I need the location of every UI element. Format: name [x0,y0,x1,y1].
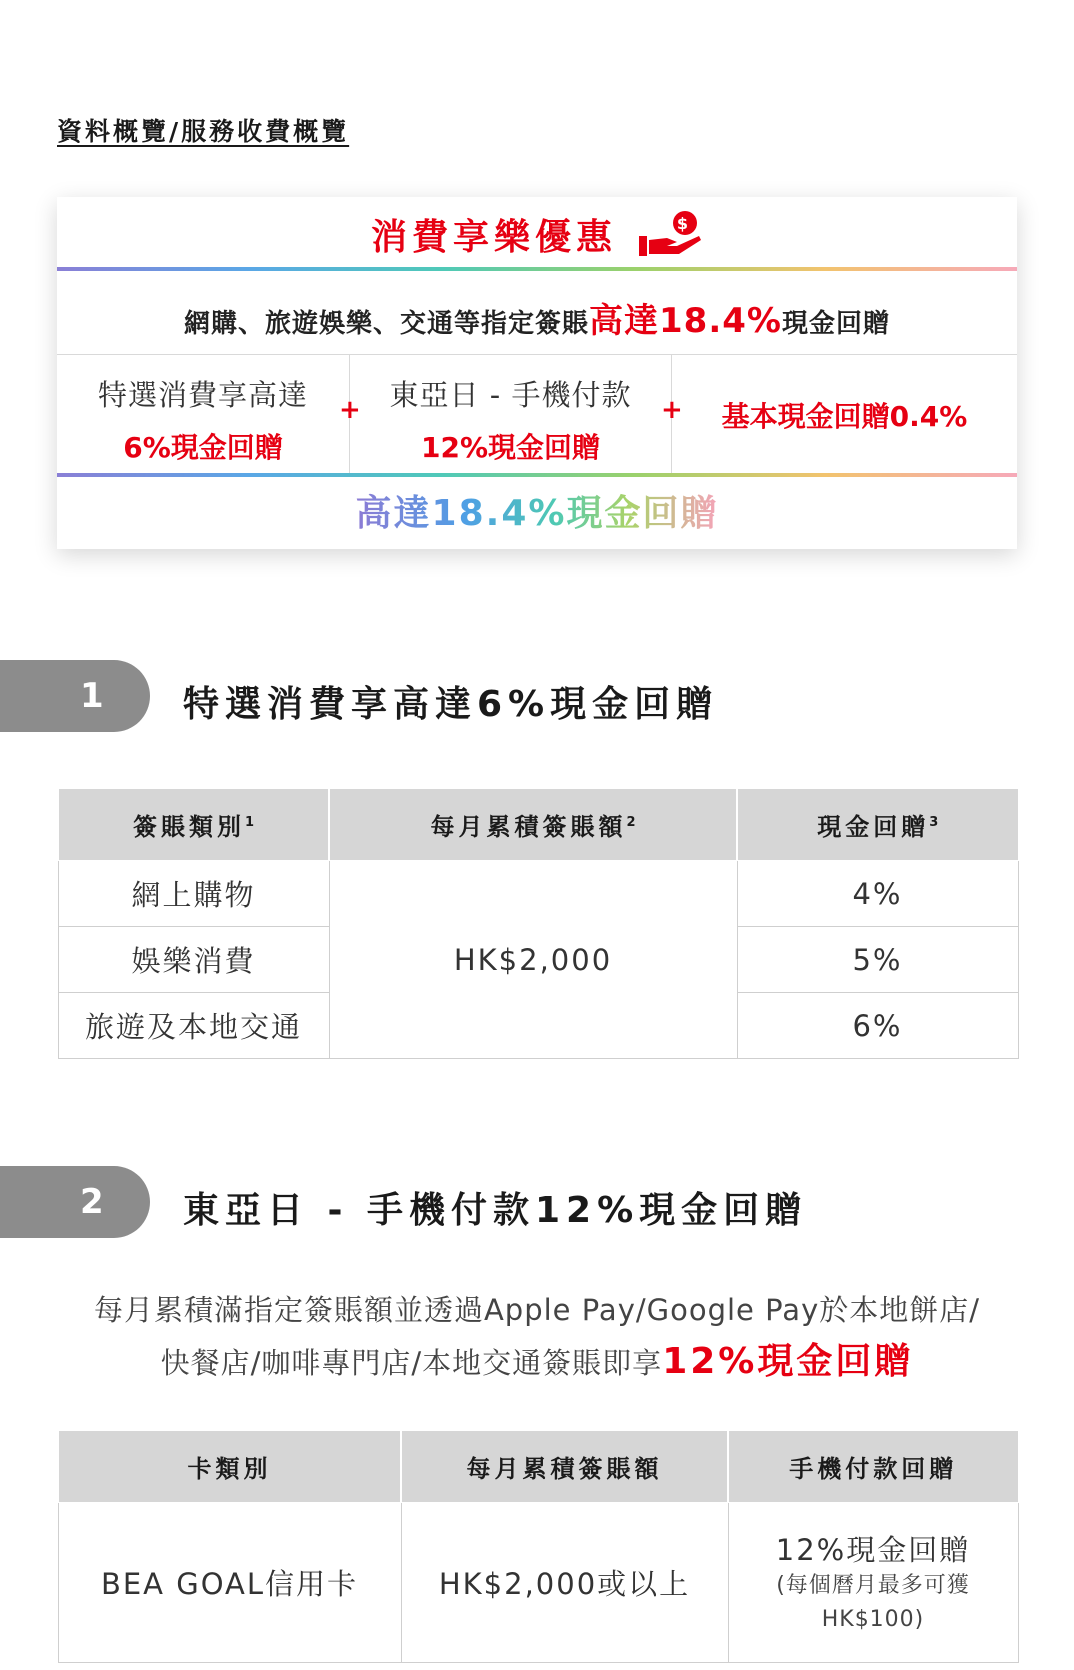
promo-card [57,197,1017,549]
headline-suffix: 現金回贈 [781,309,890,339]
desc-line-2 [57,1336,1017,1389]
mobile-pay-table [57,1430,1019,1663]
amount-cell: HK$2,000或以上 [401,1503,728,1663]
promo-headline [57,293,1017,342]
promo-total-text: 高達18.4%現金回贈 [356,485,719,536]
header-mobile-cashback: 手機付款回贈 [728,1431,1018,1503]
card-cell: BEA GOAL信用卡 [58,1503,401,1663]
cashback-cell [728,1503,1018,1663]
section-2-description [57,1284,1017,1389]
header-card-type: 卡類別 [58,1431,401,1503]
amount-cell: HK$2,000 [329,861,737,1059]
svg-text:$: $ [676,214,694,233]
table-header-row [58,1431,1018,1503]
header-monthly-amount: 每月累積簽賬額$^2$ [329,789,737,861]
overview-link[interactable]: 資料概覽/服務收費概覽 [57,117,350,146]
section-1-title: 特選消費享高達6%現金回贈 [183,684,719,725]
header-category: 簽賬類別$^1$ [58,789,329,861]
col1-line2: 6%現金回贈 [123,431,283,464]
col2-line1: 東亞日 - 手機付款 [389,378,632,412]
table-row [58,861,1018,927]
promo-col-mobile-pay [349,355,671,473]
cashback-cell: 6% [737,993,1018,1059]
plus-sign-2: + [661,395,683,425]
cashback-category-table [57,788,1019,1059]
col2-line2: 12%現金回贈 [420,431,601,464]
cashback-cell: 5% [737,927,1018,993]
promo-col-selected-spending [57,355,349,473]
header-cashback: 現金回贈$^3$ [737,789,1018,861]
cashback-main: 12%現金回贈 [775,1533,971,1567]
promo-total [57,479,1017,541]
promo-title-text: 消費享樂優惠 [370,216,617,258]
hand-coin-icon [637,210,703,258]
section-2-title: 東亞日 - 手機付款12%現金回贈 [183,1190,808,1231]
desc-line-2-text: 快餐店/咖啡專門店/本地交通簽賬即享 [160,1346,663,1380]
category-cell: 娛樂消費 [58,927,329,993]
category-cell: 旅遊及本地交通 [58,993,329,1059]
cashback-note-1: (每個曆月最多可獲 [776,1573,970,1598]
desc-line-1: 每月累積滿指定簽賬額並透過Apple Pay/Google Pay於本地餅店/ [93,1293,981,1327]
headline-prefix: 網購、旅遊娛樂、交通等指定簽賬 [184,309,590,339]
headline-highlight: 高達18.4% [589,301,782,341]
table-row [58,1503,1018,1663]
plus-sign-1: + [339,395,361,425]
col3-line2: 基本現金回贈0.4% [721,400,968,433]
desc-highlight: 12%現金回贈 [662,1341,914,1382]
promo-col-basic [671,355,1017,473]
promo-title [57,209,1017,259]
table-header-row [58,789,1018,861]
rainbow-divider-top [57,267,1017,271]
promo-columns [57,355,1017,473]
rainbow-divider-bottom [57,473,1017,477]
section-1-badge: 1 [0,660,150,732]
cashback-cell: 4% [737,861,1018,927]
category-cell: 網上購物 [58,861,329,927]
cashback-note-2: HK$100) [821,1607,925,1632]
header-monthly-amount: 每月累積簽賬額 [401,1431,728,1503]
col1-line1: 特選消費享高達 [97,378,308,412]
section-2-badge: 2 [0,1166,150,1238]
